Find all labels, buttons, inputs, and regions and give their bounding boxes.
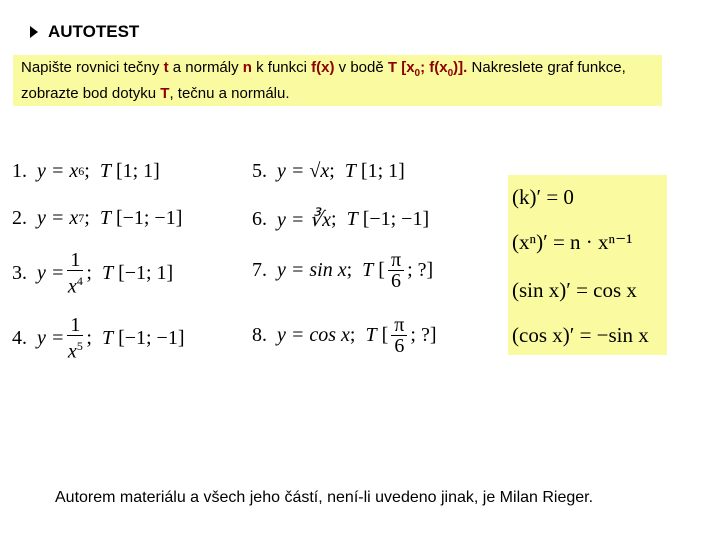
exercise-func: y = x xyxy=(37,207,79,229)
exercise-fraction: $\frac{1}{x^5}$ xyxy=(67,314,83,363)
rule-2: (xⁿ)′ = n · xⁿ⁻¹ xyxy=(512,230,633,254)
exercise-func: y = xyxy=(37,326,65,349)
task-text-3: k funkci xyxy=(256,59,307,76)
play-arrow-icon xyxy=(30,26,38,38)
exercise-func: y = sin x xyxy=(277,259,347,281)
exercise-number: 5. xyxy=(252,160,267,182)
task-t: t xyxy=(163,59,169,76)
task-point: T [$x_0$; $f(x_0)$]. xyxy=(387,59,468,79)
task-text-2: a normály xyxy=(172,59,239,76)
exercise-4: 4. y = $\frac{1}{x^5}$ ; T [−1; −1] xyxy=(12,314,185,363)
exercise-func: y = ∛x xyxy=(277,209,331,231)
task-text-1: Napište rovnici tečny xyxy=(21,59,160,76)
exercise-func: y = x xyxy=(37,160,79,182)
task-text-6: , tečnu a normálu. xyxy=(169,85,290,102)
task-box xyxy=(13,55,662,106)
task-text-5: Nakreslete graf funkce, zobrazte bod dotyku xyxy=(21,59,626,102)
exercise-6: 6. y = ∛x ; T [−1; −1] xyxy=(252,208,430,231)
exercise-number: 3. xyxy=(12,261,27,284)
exercise-8: 8. y = cos x ; T [ $\frac{\pi}{6}$ ; ? ] xyxy=(252,314,437,357)
exercise-exp: 7 xyxy=(78,211,85,225)
exercise-number: 4. xyxy=(12,326,27,349)
exercise-1: 1. y = x 6 ; T [1; 1] xyxy=(12,160,160,182)
exercise-point: [−1; −1] xyxy=(118,326,185,349)
page-title xyxy=(30,22,139,42)
exercise-point: [1; 1] xyxy=(360,160,405,182)
exercise-number: 6. xyxy=(252,208,267,230)
exercise-fraction: $\frac{1}{x^4}$ xyxy=(67,249,83,298)
rule-4: (cos x)′ = −sin x xyxy=(512,323,649,347)
exercise-rest: ; ? xyxy=(407,259,427,281)
derivative-rules-box xyxy=(508,175,667,355)
exercise-point: [1; 1] xyxy=(115,160,160,182)
task-fx: f(x) xyxy=(311,59,335,76)
exercise-number: 8. xyxy=(252,324,267,346)
exercise-2: 2. y = x 7 ; T [−1; −1] xyxy=(12,207,183,229)
exercise-exp: 6 xyxy=(78,164,85,178)
exercise-5: 5. y = √x ; T [1; 1] xyxy=(252,160,405,182)
exercise-7: 7. y = sin x ; T [ $\frac{\pi}{6}$ ; ? ] xyxy=(252,249,434,292)
exercise-point: [−1; −1] xyxy=(362,208,430,230)
exercise-point: [−1; −1] xyxy=(115,207,183,229)
title-text: AUTOTEST xyxy=(48,22,140,41)
task-text-4: v bodě xyxy=(338,59,384,76)
exercise-fraction: $\frac{\pi}{6}$ xyxy=(391,315,407,356)
exercise-number: 1. xyxy=(12,160,27,182)
exercise-func: y = xyxy=(37,261,65,284)
exercise-rest: ; ? xyxy=(410,324,430,346)
exercise-func: y = √x xyxy=(277,160,330,182)
exercise-number: 7. xyxy=(252,259,267,281)
exercise-fraction: $\frac{\pi}{6}$ xyxy=(388,250,404,291)
exercise-point: [−1; 1] xyxy=(118,261,174,284)
rule-1: (k)′ = 0 xyxy=(512,185,574,209)
rule-3: (sin x)′ = cos x xyxy=(512,278,637,302)
exercise-func: y = cos x xyxy=(277,324,350,346)
exercise-number: 2. xyxy=(12,207,27,229)
task-T: T xyxy=(160,85,170,102)
task-n: n xyxy=(242,59,252,76)
exercise-3: 3. y = $\frac{1}{x^4}$ ; T [−1; 1] xyxy=(12,249,174,298)
footer-credit: Autorem materiálu a všech jeho částí, není-li uvedeno jinak, je Milan Rieger. xyxy=(55,489,594,506)
